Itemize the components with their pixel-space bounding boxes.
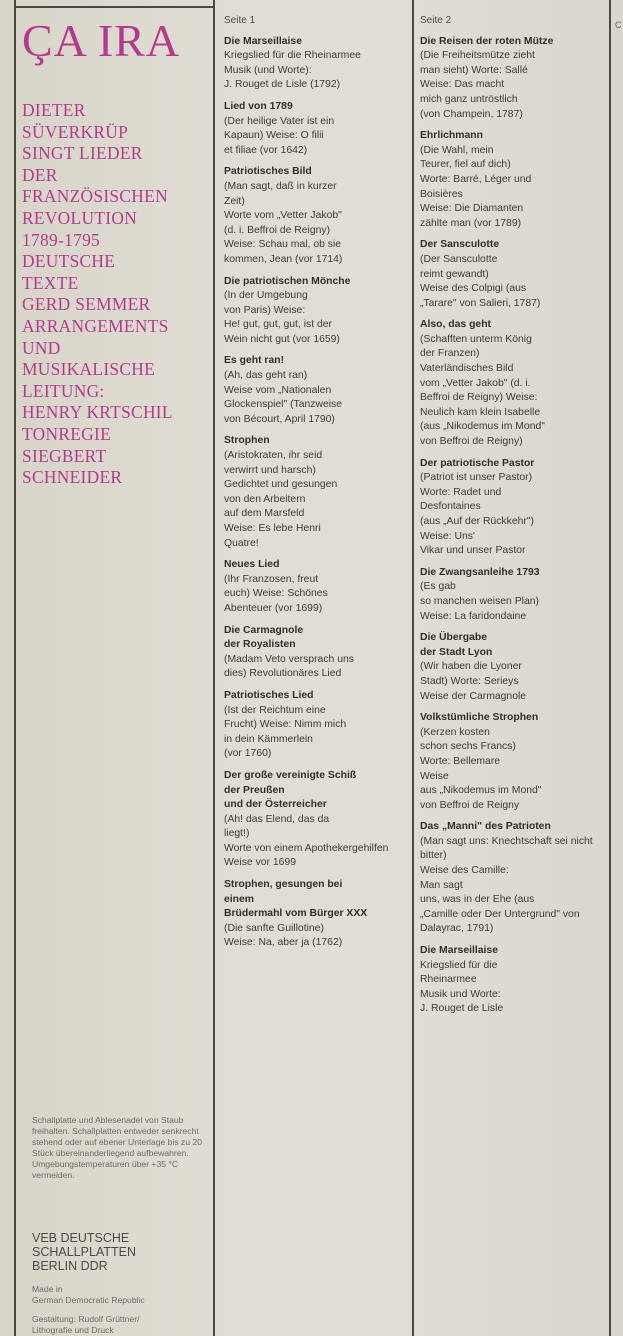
made-in-line: Made in	[32, 1284, 63, 1294]
credit-line: REVOLUTION	[22, 207, 138, 228]
credit-line: LEITUNG:	[22, 380, 105, 401]
song-details: (Der Sansculotte reimt gewandt) Weise des Colpigi (aus „Tarare" von Salieri, 1787)	[420, 253, 541, 309]
song-entry	[224, 434, 412, 551]
credit-line: ARRANGEMENTS	[22, 315, 169, 336]
song-entry	[420, 238, 616, 311]
song-details: (Ah! das Elend, das da liegt!) Worte von einem Apothekergehilfen Weise vor 1699	[224, 813, 389, 869]
song-title: Das „Manni" des Patrioten	[420, 821, 551, 833]
song-details: (Man sagt uns: Knechtschaft sei nicht bitter) Weise des Camille: Man sagt uns, was in der Ehe (aus „Camille oder Der Untergrund" von Dalayrac, 1791)	[420, 835, 593, 935]
song-details: (Der heilige Vater ist ein Kapaun) Weise: O filii et filiae (vor 1642)	[224, 115, 335, 156]
song-entry	[224, 689, 412, 762]
song-title: Strophen	[224, 435, 270, 447]
song-entry	[224, 100, 412, 158]
song-details: (Es gab so manchen weisen Plan) Weise: La faridondaine	[420, 581, 539, 622]
side-1-column	[224, 14, 412, 958]
song-title: Patriotisches Lied	[224, 689, 314, 701]
song-title: Die Reisen der roten Mütze	[420, 35, 554, 47]
song-details: (Ah, das geht ran) Weise vom „Nationalen Glockenspiel" (Tanzweise von Bécourt, April 1790)	[224, 370, 343, 425]
record-care-note: Schallplatte und Ablesenadel von Staub freihalten. Schallplatten entweder senkrecht stehend oder auf ebener Unterlage bis zu 20 Stück übereinanderliegend aufbewahren. Umgebungstemperaturen über +35 °C vermeiden.	[32, 1115, 203, 1180]
album-title: ÇA IRA	[22, 15, 181, 66]
made-in-line: German Democratic Republic	[32, 1294, 145, 1305]
song-details: Kriegslied für die Rheinarmee Musik (und Worte): J. Rouget de Lisle (1792)	[224, 50, 361, 91]
credit-line: SIEGBERT	[22, 445, 107, 466]
song-title: Der Sansculotte	[420, 239, 500, 251]
song-details: (Kerzen kosten schon sechs Francs) Worte: Bellemare Weise aus „Nikodemus im Mond" von Beffroi de Reigny	[420, 726, 542, 811]
column-divider-1	[213, 0, 215, 1336]
song-title: Es geht ran!	[224, 355, 285, 367]
credit-line: DEUTSCHE	[22, 251, 116, 272]
song-details: Kriegslied für die Rheinarmee Musik und Worte: J. Rouget de Lisle	[420, 959, 504, 1015]
song-details: (Ist der Reichtum eine Frucht) Weise: Nimm mich in dein Kämmerlein (vor 1760)	[224, 704, 347, 760]
side-2-column	[420, 14, 616, 1024]
label-line: SCHALLPLATTEN	[32, 1245, 136, 1259]
credit-line: GERD SEMMER	[22, 294, 151, 315]
song-entry	[420, 457, 616, 559]
song-entry	[224, 878, 412, 951]
record-label	[32, 1231, 212, 1273]
credit-line: FRANZÖSISCHEN	[22, 186, 168, 207]
song-entry	[420, 35, 616, 123]
song-entry	[224, 558, 412, 616]
design-line: Gestaltung: Rudolf Grüttner/	[32, 1314, 140, 1324]
song-entry	[420, 631, 616, 704]
credit-line: SCHNEIDER	[22, 467, 123, 488]
song-title: Die Zwangsanleihe 1793	[420, 566, 540, 578]
song-title: Patriotisches Bild	[224, 166, 312, 178]
left-border-line	[14, 0, 16, 1336]
side-2-song-list	[420, 35, 616, 1017]
song-title: Also, das geht	[420, 319, 492, 331]
credit-line: UND	[22, 337, 61, 358]
credit-line: TEXTE	[22, 272, 79, 293]
song-title: Die Marseillaise	[420, 945, 498, 957]
song-title: Die Carmagnole der Royalisten	[224, 624, 304, 651]
song-details: (Schafften unterm König der Franzen) Vaterländisches Bild vom „Vetter Jakob" (d. i. Beffroi de Reigny) Weise: Neulich kam klein Isabelle (aus „Nikodemus im Mond" von Beffroi de Reigny)	[420, 333, 545, 448]
song-title: Ehrlichmann	[420, 130, 483, 142]
edge-text: C	[615, 20, 622, 30]
song-title: Volkstümliche Strophen	[420, 712, 539, 724]
song-details: (Die Wahl, mein Teurer, fiel auf dich) Worte: Barré, Léger und Boisières Weise: Die Diamanten zählte man (vor 1789)	[420, 144, 532, 229]
song-details: (In der Umgebung von Paris) Weise: He! gut, gut, gut, ist der Wein nicht gut (vor 1659)	[224, 290, 340, 345]
song-title: Strophen, gesungen bei einem Brüdermahl vom Bürger XXX	[224, 879, 368, 920]
credit-line: DIETER	[22, 100, 86, 120]
song-entry	[224, 769, 412, 871]
song-title: Lied von 1789	[224, 100, 293, 112]
song-details: (Man sagt, daß in kurzer Zeit) Worte vom „Vetter Jakob" (d. i. Beffroi de Reigny) Weise: Schau mal, ob sie kommen, Jean (vor 1714)	[224, 180, 343, 265]
song-entry	[420, 711, 616, 813]
side-1-song-list	[224, 35, 412, 951]
credit-line: MUSIKALISCHE	[22, 359, 156, 380]
label-line: BERLIN DDR	[32, 1259, 108, 1273]
credit-line: TONREGIE	[22, 423, 112, 444]
song-title: Neues Lied	[224, 559, 280, 571]
song-details: (Die sanfte Guillotine) Weise: Na, aber ja (1762)	[224, 922, 343, 949]
song-details: (Aristokraten, ihr seid verwirrt und harsch) Gedichtet und gesungen von den Arbeitern auf dem Marsfeld Weise: Es lebe Henri Quatre!	[224, 450, 338, 549]
song-entry	[224, 35, 412, 93]
song-details: (Die Freiheitsmütze zieht man sieht) Worte: Sallé Weise: Das macht mich ganz untröstlich (von Champein, 1787)	[420, 50, 535, 120]
made-in-note	[32, 1284, 212, 1305]
design-credit	[32, 1314, 212, 1335]
song-details: (Ihr Franzosen, freut euch) Weise: Schönes Abenteuer (vor 1699)	[224, 573, 328, 614]
credit-line: SÜVERKRÜP	[22, 121, 129, 142]
song-title: Die Übergabe der Stadt Lyon	[420, 632, 493, 658]
song-title: Der patriotische Pastor	[420, 457, 535, 469]
song-details: (Madam Veto versprach uns dies) Revolutionäres Lied	[224, 653, 354, 680]
song-entry	[224, 624, 412, 682]
song-title: Der große vereinigte Schiß der Preußen und der Österreicher	[224, 769, 357, 811]
song-entry	[224, 275, 412, 348]
credit-line: DER	[22, 164, 58, 185]
design-line: Lithografie und Druck	[32, 1324, 114, 1335]
album-credits	[22, 100, 212, 489]
song-entry	[420, 944, 616, 1017]
song-entry	[420, 820, 616, 937]
credit-line: 1789-1795	[22, 229, 101, 250]
song-entry	[420, 318, 616, 449]
credit-line: HENRY KRTSCHIL	[22, 402, 173, 423]
column-divider-2	[412, 0, 414, 1336]
side-label: Seite 1	[224, 15, 256, 26]
label-line: VEB DEUTSCHE	[32, 1231, 130, 1245]
side-label: Seite 2	[420, 15, 452, 26]
song-entry	[420, 566, 616, 624]
song-entry	[224, 165, 412, 267]
top-border-line	[14, 6, 213, 8]
song-title: Die patriotischen Mönche	[224, 275, 351, 287]
song-details: (Patriot ist unser Pastor) Worte: Radet und Desfontaines (aus „Auf der Rückkehr") Weise: Uns' Vikar und unser Pastor	[420, 472, 534, 557]
song-title: Die Marseillaise	[224, 35, 302, 47]
credit-line: SINGT LIEDER	[22, 143, 143, 164]
song-entry	[224, 354, 412, 427]
song-entry	[420, 129, 616, 231]
song-details: (Wir haben die Lyoner Stadt) Worte: Serieys Weise der Carmagnole	[420, 661, 527, 702]
